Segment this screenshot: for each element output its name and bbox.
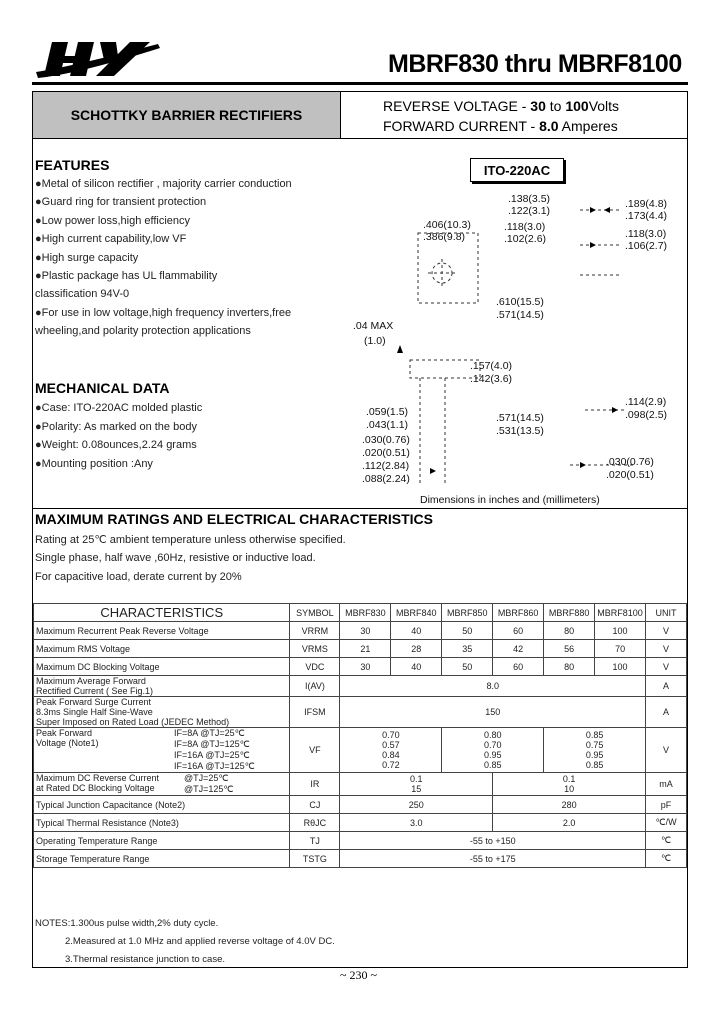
dim-d3b: .386(9.8): [423, 231, 466, 243]
cell: 50: [442, 658, 493, 676]
feature-item: ●High current capability,low VF: [35, 233, 187, 246]
cell: 0.85: [585, 730, 604, 740]
dim-d6b: .571(14.5): [496, 309, 544, 321]
row-name: [34, 697, 290, 728]
feature-item: classification 94V-0: [35, 288, 130, 301]
cell: 56: [544, 640, 595, 658]
dim-d5a: .118(3.0): [625, 228, 667, 240]
cell: 0.85: [483, 760, 502, 770]
cell: 70: [595, 640, 646, 658]
row-symbol: VRMS: [290, 640, 340, 658]
cond: IF=16A @TJ=25℃: [174, 750, 250, 760]
row-name-line: Maximum DC Reverse Current: [36, 773, 160, 783]
dim-d10b: .098(2.5): [625, 409, 668, 421]
cond: IF=8A @TJ=25℃: [174, 728, 245, 738]
rv-unit: Volts: [588, 98, 620, 114]
row-unit: mA: [646, 773, 687, 796]
cell: 21: [340, 640, 391, 658]
row-symbol: TJ: [290, 832, 340, 850]
row-name-line: Peak Forward: [36, 728, 93, 738]
dim-d11b: .531(13.5): [496, 425, 544, 437]
rating-note-2: Single phase, half wave ,60Hz, resistive or inductive load.: [35, 552, 316, 564]
row-symbol: CJ: [290, 796, 340, 814]
cell: 250: [340, 796, 493, 814]
page-title: MBRF830 thru MBRF8100: [388, 50, 682, 78]
row-name: [34, 728, 290, 773]
row-unit: V: [646, 622, 687, 640]
header-mbrf880: MBRF880: [544, 604, 595, 622]
feature-item: ●For use in low voltage,high frequency inverters,free: [35, 306, 292, 319]
reverse-voltage-spec: [383, 98, 619, 114]
feature-item: ●Guard ring for transient protection: [35, 196, 207, 209]
section-divider: [33, 508, 687, 509]
row-unit: ℃: [646, 832, 687, 850]
table-header-row: [34, 604, 687, 622]
table-row-tstg: [34, 850, 687, 868]
fc-unit: Amperes: [561, 118, 618, 134]
cond: IF=16A @TJ=125℃: [174, 761, 255, 771]
cell: 150: [340, 697, 646, 728]
cell-group-3: [544, 728, 646, 773]
row-name: Typical Junction Capacitance (Note2): [34, 796, 290, 814]
cell-group-b: [493, 773, 646, 796]
dim-caption: Dimensions in inches and (millimeters): [420, 494, 600, 506]
dim-d2b: .173(4.4): [625, 210, 668, 222]
row-unit: pF: [646, 796, 687, 814]
dim-d1b: .122(3.1): [508, 205, 551, 217]
row-name-line: Rectified Current ( See Fig.1): [36, 686, 154, 696]
rating-note-3: For capacitive load, derate current by 20%: [35, 571, 242, 583]
mechanical-item: ●Case: ITO-220AC molded plastic: [35, 402, 203, 414]
cell: 3.0: [340, 814, 493, 832]
cell: 50: [442, 622, 493, 640]
dim-d9a: .059(1.5): [366, 406, 409, 418]
forward-current-spec: [383, 118, 618, 134]
table-row: [34, 640, 687, 658]
cond: @TJ=25℃: [184, 773, 229, 783]
rv-to: to: [549, 98, 562, 114]
table-row-rth: [34, 814, 687, 832]
row-symbol: TSTG: [290, 850, 340, 868]
header-divider: [33, 138, 687, 139]
mechanical-item: ●Weight: 0.08ounces,2.24 grams: [35, 439, 197, 452]
mechanical-item: ●Polarity: As marked on the body: [35, 420, 197, 433]
row-name-line: Maximum Average Forward: [36, 676, 146, 686]
row-name: Maximum Recurrent Peak Reverse Voltage: [34, 622, 290, 640]
header-mbrf840: MBRF840: [391, 604, 442, 622]
feature-item: ●Plastic package has UL flammability: [35, 270, 218, 282]
feature-item: ●High surge capacity: [35, 251, 139, 264]
fc-label: FORWARD CURRENT -: [383, 118, 536, 134]
characteristics-table: [33, 603, 687, 868]
table-row: [34, 622, 687, 640]
row-symbol: IFSM: [290, 697, 340, 728]
footnote-3: 3.Thermal resistance junction to case.: [65, 954, 225, 965]
row-unit: A: [646, 697, 687, 728]
row-symbol: VDC: [290, 658, 340, 676]
row-name-line: 8.3ms Single Half Sine-Wave: [36, 707, 153, 717]
row-name: [34, 676, 290, 697]
row-symbol: VF: [290, 728, 340, 773]
ratings-title: MAXIMUM RATINGS AND ELECTRICAL CHARACTERISTICS: [35, 511, 433, 527]
dim-d7a: .04 MAX: [353, 320, 394, 332]
cell: 0.70: [483, 740, 502, 750]
row-unit: V: [646, 728, 687, 773]
fc-value: 8.0: [539, 118, 559, 134]
dim-d4a: .118(3.0): [504, 221, 546, 233]
cell: 35: [442, 640, 493, 658]
cell: 40: [391, 658, 442, 676]
cell: 280: [493, 796, 646, 814]
cell: 0.85: [585, 760, 604, 770]
cell: 60: [493, 658, 544, 676]
rv-value: 30: [530, 98, 546, 114]
dim-d8b: .142(3.6): [470, 373, 513, 385]
cell: 40: [391, 622, 442, 640]
cell-group-a: [340, 773, 493, 796]
cell: 0.72: [382, 760, 400, 770]
cell: 30: [340, 658, 391, 676]
row-symbol: I(AV): [290, 676, 340, 697]
row-unit: A: [646, 676, 687, 697]
feature-item: ●Low power loss,high efficiency: [35, 214, 191, 227]
dim-d3a: .406(10.3): [423, 219, 471, 231]
title-rule: [32, 82, 688, 85]
page-number: ~ 230 ~: [340, 968, 377, 982]
row-unit: ℃/W: [646, 814, 687, 832]
cell: 30: [340, 622, 391, 640]
footnote-1: NOTES:1.300us pulse width,2% duty cycle.: [35, 918, 219, 929]
dim-d13a: .112(2.84): [362, 460, 410, 472]
dim-d10a: .114(2.9): [625, 396, 667, 408]
cond: @TJ=125℃: [184, 784, 234, 794]
cell: 80: [544, 622, 595, 640]
mechanical-item: ●Mounting position :Any: [35, 457, 153, 470]
header-mbrf860: MBRF860: [493, 604, 544, 622]
row-name: Maximum RMS Voltage: [34, 640, 290, 658]
row-name: Storage Temperature Range: [34, 850, 290, 868]
cell: 15: [411, 784, 422, 794]
row-name: [34, 773, 290, 796]
header-mbrf830: MBRF830: [340, 604, 391, 622]
dim-d11a: .571(14.5): [496, 412, 544, 424]
cell: 8.0: [340, 676, 646, 697]
dim-d8a: .157(4.0): [470, 360, 513, 372]
cell: 0.70: [382, 730, 400, 740]
row-name-line: Super Imposed on Rated Load (JEDEC Method): [36, 717, 230, 727]
cell: 0.75: [585, 740, 604, 750]
dim-d6a: .610(15.5): [496, 296, 544, 308]
table-row-vf: [34, 728, 687, 773]
dim-d13b: .088(2.24): [362, 473, 410, 485]
cell: 80: [544, 658, 595, 676]
header-characteristics: CHARACTERISTICS: [34, 604, 290, 622]
hy-logo: [34, 38, 164, 82]
row-unit: V: [646, 658, 687, 676]
row-unit: ℃: [646, 850, 687, 868]
cell: 2.0: [493, 814, 646, 832]
dim-d5b: .106(2.7): [625, 240, 668, 252]
row-name: Operating Temperature Range: [34, 832, 290, 850]
dim-d7b: (1.0): [364, 335, 386, 347]
cell: 100: [595, 658, 646, 676]
table-row-ir: [34, 773, 687, 796]
row-name-line: Peak Forward Surge Current: [36, 697, 152, 707]
cell: 60: [493, 622, 544, 640]
mechanical-title: MECHANICAL DATA: [35, 380, 170, 396]
cell: 42: [493, 640, 544, 658]
cell: 0.95: [483, 750, 502, 760]
rating-note-1: Rating at 25℃ ambient temperature unless otherwise specified.: [35, 534, 346, 546]
package-name: ITO-220AC: [470, 158, 564, 182]
dim-d12a: .030(0.76): [362, 434, 410, 446]
dim-d14a: .030(0.76): [606, 456, 654, 468]
row-name-line: Voltage (Note1): [36, 738, 99, 748]
cell: 0.57: [382, 740, 400, 750]
row-unit: V: [646, 640, 687, 658]
table-row-tj: [34, 832, 687, 850]
cell: -55 to +150: [340, 832, 646, 850]
table-row-avg-current: [34, 676, 687, 697]
cell: 0.95: [585, 750, 604, 760]
table-row-cj: [34, 796, 687, 814]
rv-label: REVERSE VOLTAGE -: [383, 98, 527, 114]
cond: IF=8A @TJ=125℃: [174, 739, 250, 749]
cell-group-1: [340, 728, 442, 773]
dim-d12b: .020(0.51): [362, 447, 410, 459]
cell: 0.1: [410, 774, 423, 784]
features-title: FEATURES: [35, 157, 110, 173]
dim-d4b: .102(2.6): [504, 233, 547, 245]
dim-d2a: .189(4.8): [625, 198, 668, 210]
dim-d1a: .138(3.5): [508, 193, 551, 205]
product-category: SCHOTTKY BARRIER RECTIFIERS: [33, 92, 341, 138]
rv-value2: 100: [565, 98, 589, 114]
table-row-surge: [34, 697, 687, 728]
feature-item: ●Metal of silicon rectifier , majority carrier conduction: [35, 178, 292, 190]
row-name: Maximum DC Blocking Voltage: [34, 658, 290, 676]
table-row: [34, 658, 687, 676]
cell-group-2: [442, 728, 544, 773]
feature-item: wheeling,and polarity protection applications: [35, 325, 251, 338]
cell: 0.84: [382, 750, 400, 760]
cell: 28: [391, 640, 442, 658]
row-symbol: IR: [290, 773, 340, 796]
cell: -55 to +175: [340, 850, 646, 868]
row-symbol: RθJC: [290, 814, 340, 832]
header-mbrf850: MBRF850: [442, 604, 493, 622]
cell: 100: [595, 622, 646, 640]
dim-d9b: .043(1.1): [366, 419, 409, 431]
footnote-2: 2.Measured at 1.0 MHz and applied reverse voltage of 4.0V DC.: [65, 936, 335, 947]
cell: 10: [564, 784, 575, 794]
dim-d14b: .020(0.51): [606, 469, 654, 481]
row-name: Typical Thermal Resistance (Note3): [34, 814, 290, 832]
cell: 0.1: [562, 774, 576, 784]
row-symbol: VRRM: [290, 622, 340, 640]
row-name-line: at Rated DC Blocking Voltage: [36, 783, 155, 793]
header-symbol: SYMBOL: [290, 604, 340, 622]
header-unit: UNIT: [646, 604, 687, 622]
cell: 0.80: [483, 730, 502, 740]
header-mbrf8100: MBRF8100: [595, 604, 646, 622]
